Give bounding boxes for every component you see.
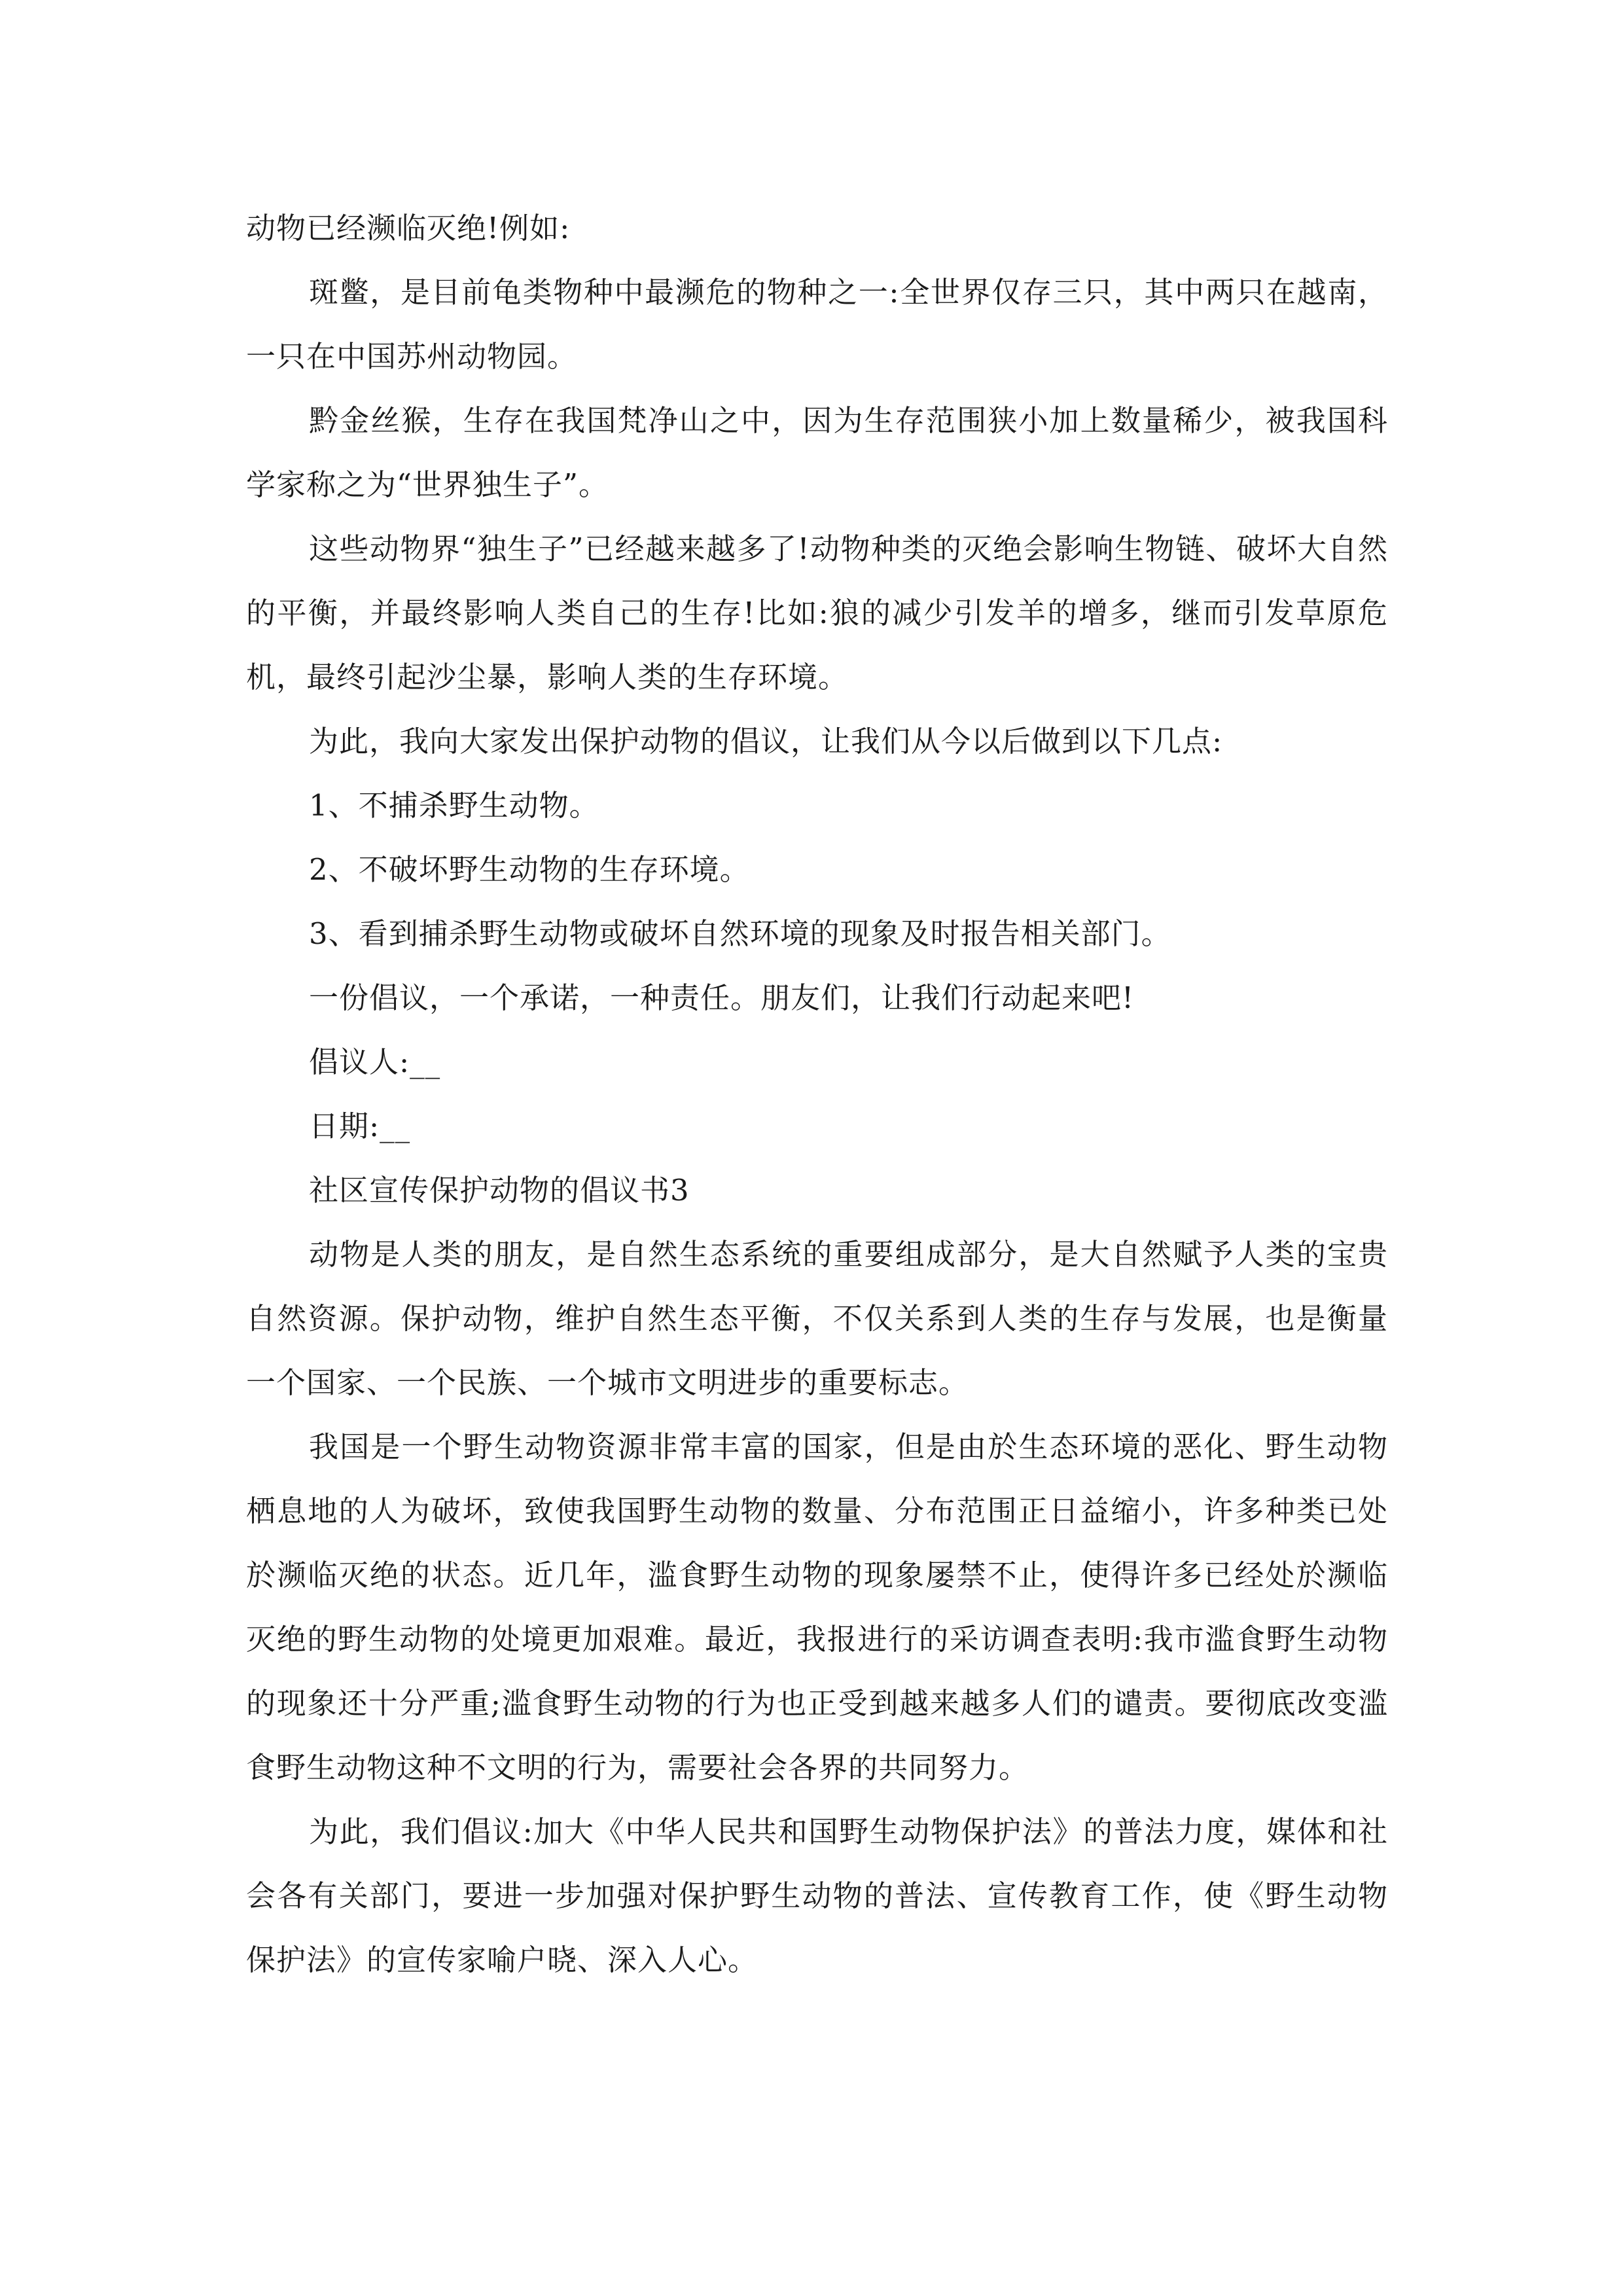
signature-line: 倡议人:__ [309,1045,441,1079]
paragraph-call-to-action: 一份倡议，一个承诺，一种责任。朋友们，让我们行动起来吧! [309,980,1135,1015]
list-item-2: 2、不破坏野生动物的生存环境。 [309,852,750,887]
list-item-3: 3、看到捕杀野生动物或破坏自然环境的现象及时报告相关部门。 [309,916,1171,951]
paragraph-soft-shell-turtle: 斑鳖，是目前龟类物种中最濒危的物种之一:全世界仅存三只，其中两只在越南，一只在中国苏州动物园。 [246,275,1388,374]
list-item-1: 1、不捕杀野生动物。 [309,788,599,823]
paragraph-extinction-impact: 这些动物界“独生子”已经越来越多了!动物种类的灭绝会影响生物链、破坏大自然的平衡，并最终影响人类自己的生存!比如:狼的减少引发羊的增多，继而引发草原危机，最终引起沙尘暴，影响人类的生存环境。 [246,531,1388,694]
paragraph-law-proposal: 为此，我们倡议:加大《中华人民共和国野生动物保护法》的普法力度，媒体和社会各有关部门，要进一步加强对保护野生动物的普法、宣传教育工作，使《野生动物保护法》的宣传家喻户晓、深入人心。 [246,1814,1388,1977]
paragraph-golden-monkey: 黔金丝猴，生存在我国梵净山之中，因为生存范围狭小加上数量稀少，被我国科学家称之为“世界独生子”。 [246,403,1388,502]
paragraph-intro: 动物已经濒临灭绝!例如: [246,211,571,245]
paragraph-animals-friends: 动物是人类的朋友，是自然生态系统的重要组成部分，是大自然赋予人类的宝贵自然资源。保护动物，维护自然生态平衡，不仅关系到人类的生存与发展，也是衡量一个国家、一个民族、一个城市文明进步的重要标志。 [246,1237,1388,1400]
section-title: 社区宣传保护动物的倡议书3 [309,1173,690,1208]
paragraph-proposal-intro: 为此，我向大家发出保护动物的倡议，让我们从今以后做到以下几点: [309,724,1223,759]
date-line: 日期:__ [309,1109,411,1143]
paragraph-wildlife-situation: 我国是一个野生动物资源非常丰富的国家，但是由於生态环境的恶化、野生动物栖息地的人为破坏，致使我国野生动物的数量、分布范围正日益缩小，许多种类已处於濒临灭绝的状态。近几年，滥食野生动物的现象屡禁不止，使得许多已经处於濒临灭绝的野生动物的处境更加艰难。最近，我报进行的采访调查表明:我市滥食野生动物的现象还十分严重;滥食野生动物的行为也正受到越来越多人们的谴责。要彻底改变滥食野生动物这种不文明的行为，需要社会各界的共同努力。 [246,1429,1388,1785]
document-page [246,196,1388,1992]
